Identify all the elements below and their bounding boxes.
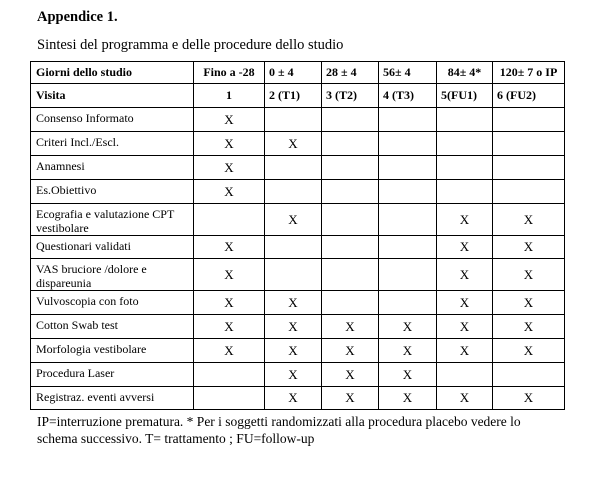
visit-mark: X	[322, 315, 379, 339]
visit-mark: X	[437, 236, 493, 259]
visit-mark: X	[493, 339, 565, 363]
table-row	[31, 291, 565, 315]
procedure-label: Vulvoscopia con foto	[31, 291, 194, 315]
visit-mark	[194, 363, 265, 387]
visit-mark	[322, 291, 379, 315]
visit-mark	[437, 156, 493, 180]
visit-mark: X	[194, 156, 265, 180]
visit-mark	[265, 180, 322, 204]
header-cell: 120± 7 o IP	[493, 62, 565, 84]
visit-mark	[379, 180, 437, 204]
table-row	[31, 259, 565, 291]
procedure-label: Procedura Laser	[31, 363, 194, 387]
visit-mark: X	[493, 387, 565, 410]
visit-mark	[322, 259, 379, 291]
visit-mark: X	[379, 387, 437, 410]
header-cell: 0 ± 4	[265, 62, 322, 84]
visit-mark: X	[493, 236, 565, 259]
procedure-label: Anamnesi	[31, 156, 194, 180]
procedure-label: Questionari validati	[31, 236, 194, 259]
visit-mark	[194, 387, 265, 410]
visit-cell: 2 (T1)	[265, 84, 322, 108]
visit-mark	[493, 156, 565, 180]
visit-mark: X	[437, 339, 493, 363]
visit-mark: X	[194, 236, 265, 259]
table-row	[31, 156, 565, 180]
table-row	[31, 339, 565, 363]
visit-mark: X	[493, 259, 565, 291]
visit-mark	[437, 363, 493, 387]
visit-mark	[322, 108, 379, 132]
visit-mark: X	[493, 291, 565, 315]
procedure-label: Consenso Informato	[31, 108, 194, 132]
header-cell: 56± 4	[379, 62, 437, 84]
header-cell: 28 ± 4	[322, 62, 379, 84]
visit-mark	[322, 236, 379, 259]
header-cell: Giorni dello studio	[31, 62, 194, 84]
table-row	[31, 180, 565, 204]
visit-mark	[322, 156, 379, 180]
visit-cell: 6 (FU2)	[493, 84, 565, 108]
header-cell: Fino a -28	[194, 62, 265, 84]
table-row	[31, 204, 565, 236]
procedure-label: Cotton Swab test	[31, 315, 194, 339]
visit-mark: X	[194, 180, 265, 204]
visit-mark: X	[194, 339, 265, 363]
visit-mark: X	[265, 387, 322, 410]
table-row	[31, 363, 565, 387]
visit-mark: X	[437, 291, 493, 315]
table-title: Sintesi del programma e delle procedure dello studio	[37, 37, 344, 53]
visit-cell: 4 (T3)	[379, 84, 437, 108]
visit-mark: X	[437, 315, 493, 339]
visit-mark: X	[493, 315, 565, 339]
visit-mark: X	[437, 387, 493, 410]
study-schedule-table	[30, 61, 565, 410]
visit-cell: 5(FU1)	[437, 84, 493, 108]
visit-mark: X	[322, 339, 379, 363]
table-row	[31, 387, 565, 410]
visit-mark	[265, 259, 322, 291]
visit-mark	[493, 363, 565, 387]
table-row	[31, 236, 565, 259]
table-row	[31, 108, 565, 132]
table-row	[31, 315, 565, 339]
visit-mark	[379, 259, 437, 291]
visit-mark	[379, 291, 437, 315]
visit-mark	[379, 236, 437, 259]
visit-mark	[379, 132, 437, 156]
appendix-heading: Appendice 1.	[37, 9, 118, 25]
visit-cell: 3 (T2)	[322, 84, 379, 108]
procedure-label: VAS bruciore /dolore e dispareunia	[31, 259, 194, 291]
visit-mark: X	[194, 108, 265, 132]
visit-mark	[437, 132, 493, 156]
visit-mark: X	[194, 259, 265, 291]
visit-mark	[265, 156, 322, 180]
visit-mark	[265, 108, 322, 132]
visit-mark: X	[437, 259, 493, 291]
visit-mark	[379, 108, 437, 132]
procedure-label: Registraz. eventi avversi	[31, 387, 194, 410]
visit-mark: X	[379, 339, 437, 363]
visit-mark	[493, 108, 565, 132]
procedure-label: Criteri Incl./Escl.	[31, 132, 194, 156]
visit-mark	[379, 204, 437, 236]
visit-mark: X	[194, 315, 265, 339]
visit-cell: Visita	[31, 84, 194, 108]
visit-mark: X	[379, 315, 437, 339]
procedure-label: Es.Obiettivo	[31, 180, 194, 204]
visit-mark: X	[265, 363, 322, 387]
procedure-label: Ecografia e valutazione CPT vestibolare	[31, 204, 194, 236]
visit-mark: X	[194, 291, 265, 315]
visit-mark	[437, 180, 493, 204]
visit-mark: X	[265, 204, 322, 236]
header-row	[31, 62, 565, 84]
visit-mark	[265, 236, 322, 259]
visit-mark	[493, 180, 565, 204]
visit-cell: 1	[194, 84, 265, 108]
visit-mark	[322, 180, 379, 204]
table-row	[31, 132, 565, 156]
visit-mark: X	[194, 132, 265, 156]
visit-mark: X	[322, 387, 379, 410]
visit-mark: X	[265, 132, 322, 156]
procedure-label: Morfologia vestibolare	[31, 339, 194, 363]
visit-mark: X	[322, 363, 379, 387]
footnote: IP=interruzione prematura. * Per i soggetti randomizzati alla procedura placebo vedere lo schema successivo. T= trattamento ; FU=follow-up	[37, 414, 521, 446]
visit-mark: X	[265, 315, 322, 339]
visit-mark	[322, 204, 379, 236]
header-cell: 84± 4*	[437, 62, 493, 84]
visit-mark	[437, 108, 493, 132]
visit-mark	[194, 204, 265, 236]
visit-mark: X	[379, 363, 437, 387]
visit-mark: X	[265, 291, 322, 315]
visit-mark: X	[265, 339, 322, 363]
visit-mark: X	[437, 204, 493, 236]
visit-mark: X	[493, 204, 565, 236]
visit-row	[31, 84, 565, 108]
visit-mark	[379, 156, 437, 180]
visit-mark	[493, 132, 565, 156]
visit-mark	[322, 132, 379, 156]
